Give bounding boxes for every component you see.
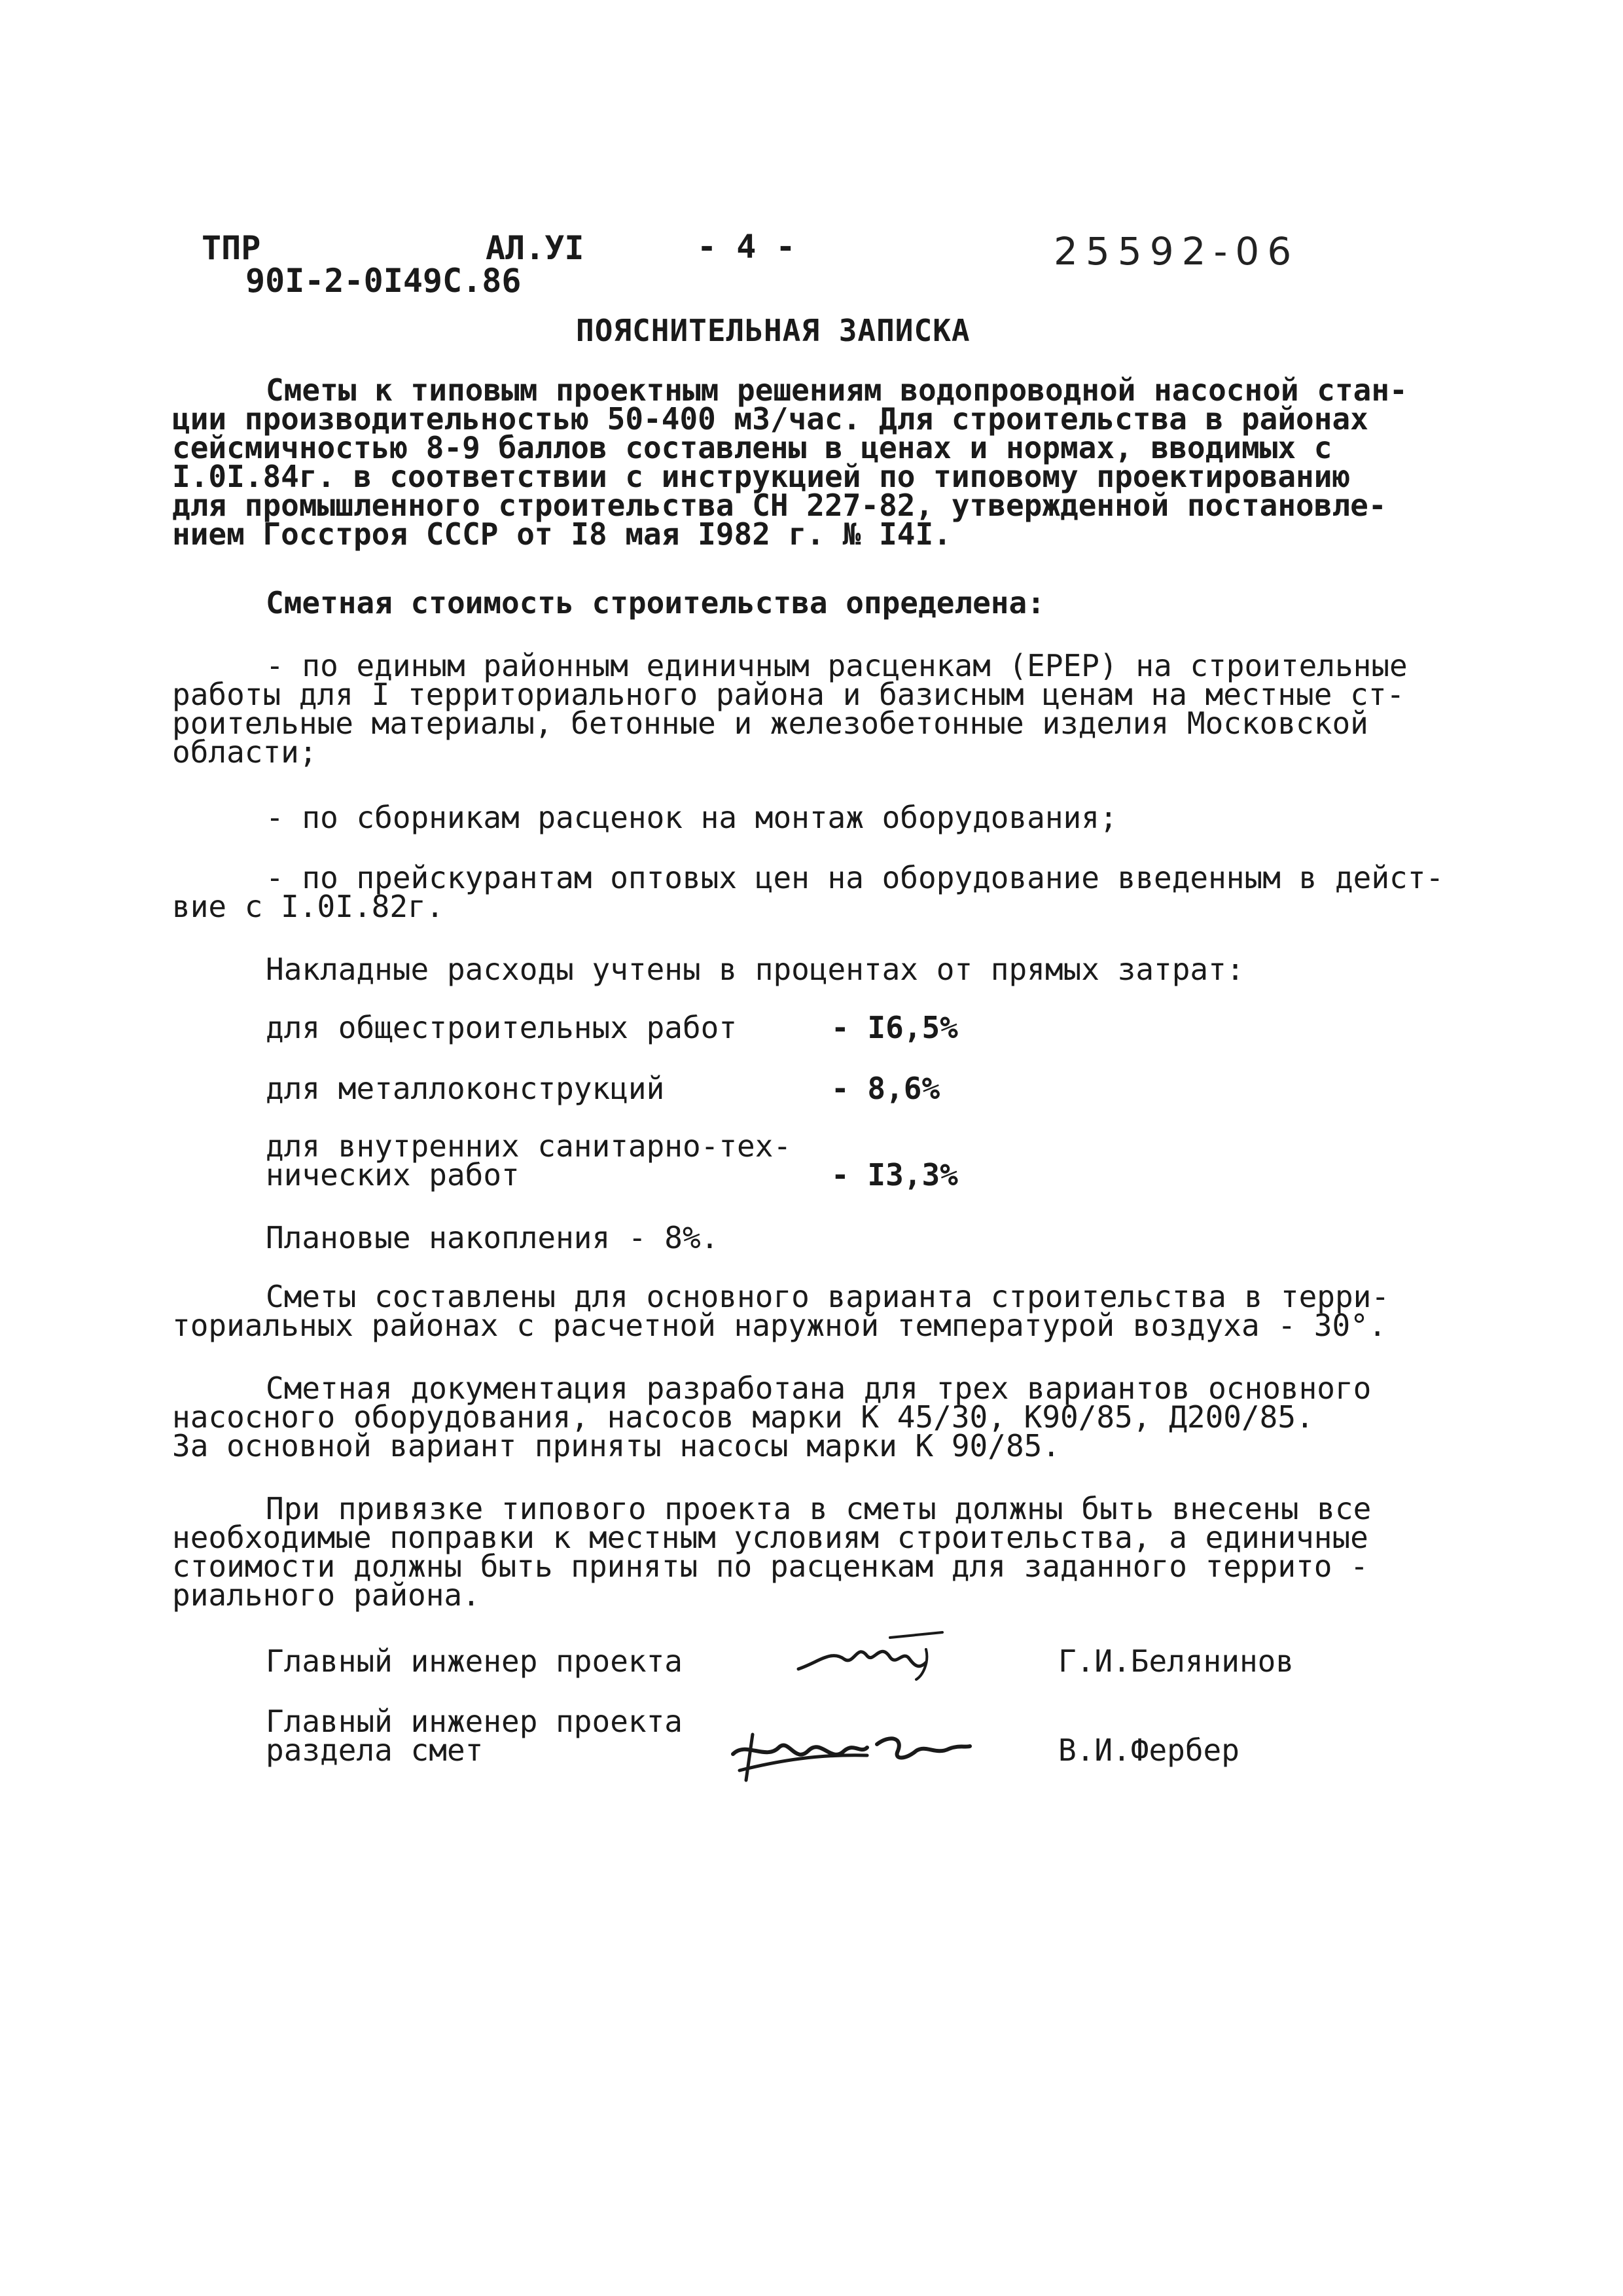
header-project-code: 90I-2-0I49С.86 [245, 262, 522, 300]
cost-item-2: - по сборникам расценок на монтаж оборудования; [266, 800, 1118, 835]
temp-line-2: ториальных районах с расчетной наружной температурой воздуха - 30°. [172, 1308, 1387, 1343]
header-album: АЛ.УІ [486, 229, 584, 267]
binding-line-1: При привязке типового проекта в сметы должны быть внесены все [266, 1491, 1372, 1526]
variants-line-1: Сметная документация разработана для трех вариантов основного [266, 1371, 1372, 1406]
cost-item-3-line-1: - по прейскурантам оптовых цен на оборудование введенным в дейст- [266, 860, 1444, 895]
cost-item-1-line-4: области; [172, 734, 317, 770]
temp-line-1: Сметы составлены для основного варианта строительства в терри- [266, 1279, 1390, 1314]
cost-item-1-line-1: - по единым районным единичным расценкам (ЕРЕР) на строительные [266, 648, 1408, 683]
overhead-row-2-label: для металлоконструкций [266, 1071, 665, 1106]
binding-line-2: необходимые поправки к местным условиям строительства, а единичные [172, 1520, 1368, 1555]
signature-2-handwriting [726, 1715, 975, 1787]
cost-item-1-line-2: работы для I территориального района и базисным ценам на местные ст- [172, 677, 1405, 712]
binding-line-4: риального района. [172, 1577, 480, 1613]
overhead-row-1-label: для общестроительных работ [266, 1010, 738, 1045]
cost-item-3-line-2: вие с I.0I.82г. [172, 889, 444, 924]
signature-1-handwriting [792, 1623, 949, 1682]
cost-heading: Сметная стоимость строительства определена: [266, 585, 1045, 620]
overhead-row-3-value: - I3,3% [831, 1157, 958, 1193]
binding-line-3: стоимости должны быть приняты по расценкам для заданного террито - [172, 1549, 1368, 1584]
overhead-row-3-label-line-2: нических работ [266, 1157, 520, 1193]
intro-line-5: для промышленного строительства СН 227-82, утвержденной постановле- [172, 488, 1387, 523]
signature-1-role: Главный инженер проекта [266, 1643, 683, 1679]
overhead-row-2-value: - 8,6% [831, 1071, 940, 1106]
header-tpr: ТПР [202, 229, 261, 267]
page-title: ПОЯСНИТЕЛЬНАЯ ЗАПИСКА [576, 313, 971, 348]
intro-line-6: нием Госстроя СССР от I8 мая I982 г. № I4I. [172, 516, 952, 552]
overhead-row-1-value: - I6,5% [831, 1010, 958, 1045]
header-page-number: - 4 - [697, 228, 796, 266]
variants-line-2: насосного оборудования, насосов марки К 45/30, К90/85, Д200/85. [172, 1399, 1314, 1435]
signature-2-name: В.И.Фербер [1058, 1732, 1240, 1768]
intro-line-1: Сметы к типовым проектным решениям водопроводной насосной стан- [266, 372, 1408, 408]
overhead-heading: Накладные расходы учтены в процентах от прямых затрат: [266, 952, 1245, 987]
signature-2-role-line-2: раздела смет [266, 1732, 484, 1768]
signature-1-name: Г.И.Белянинов [1058, 1643, 1294, 1679]
intro-line-2: ции производительностью 50-400 м3/час. Для строительства в районах [172, 401, 1368, 437]
intro-line-4: I.0I.84г. в соответствии с инструкцией по типовому проектированию [172, 459, 1351, 494]
planned-savings: Плановые накопления - 8%. [266, 1220, 719, 1255]
cost-item-1-line-3: роительные материалы, бетонные и железобетонные изделия Московской [172, 706, 1368, 741]
intro-line-3: сейсмичностью 8-9 баллов составлены в ценах и нормах, вводимых с [172, 430, 1332, 465]
variants-line-3: За основной вариант приняты насосы марки К 90/85. [172, 1428, 1061, 1463]
signature-2-role-line-1: Главный инженер проекта [266, 1704, 683, 1739]
header-doc-number: 25592-06 [1054, 229, 1300, 274]
overhead-row-3-label-line-1: для внутренних санитарно-тех- [266, 1128, 792, 1164]
